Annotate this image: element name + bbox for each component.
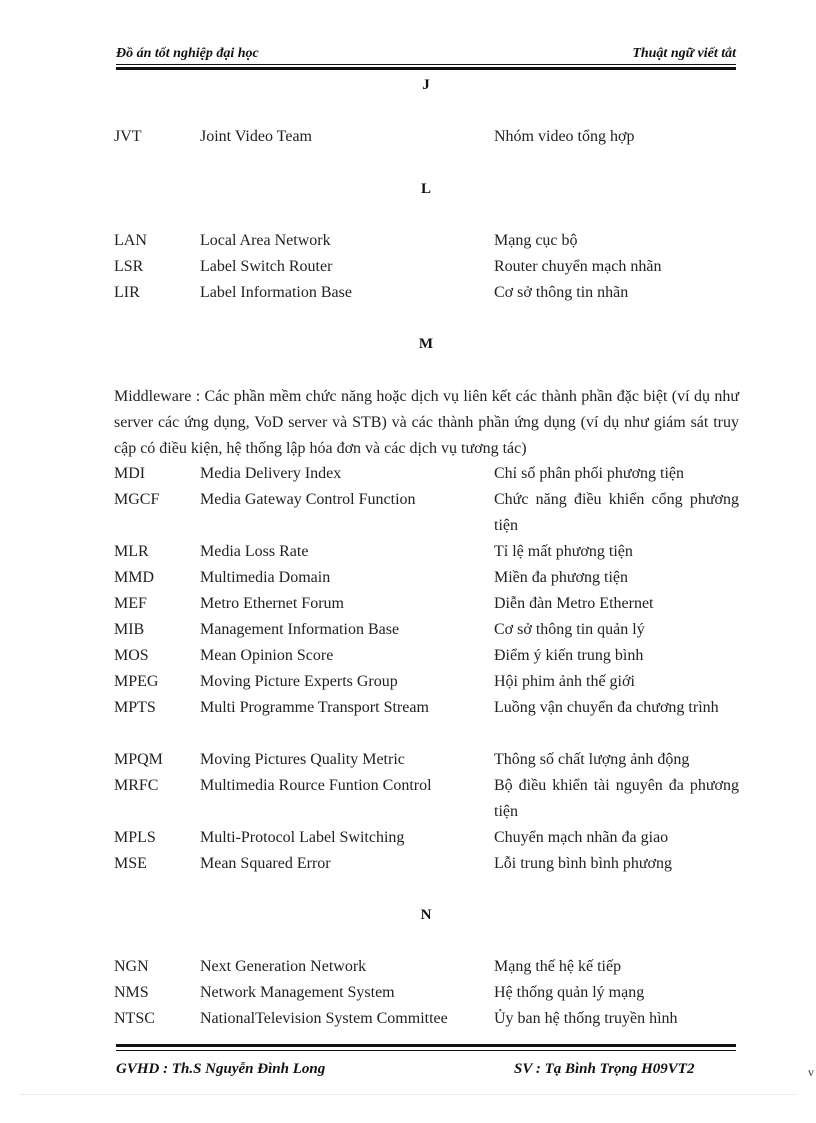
term: Multi Programme Transport Stream (200, 699, 429, 716)
term: NationalTelevision System Committee (200, 1010, 448, 1027)
header-rule-thick (116, 67, 736, 70)
meaning: Tỉ lệ mất phương tiện (494, 543, 633, 560)
abbr: MEF (114, 595, 147, 612)
meaning: Điểm ý kiến trung bình (494, 647, 644, 664)
meaning: Hệ thống quản lý mạng (494, 984, 645, 1001)
meaning: Hội phim ảnh thế giới (494, 673, 635, 690)
term: Network Management System (200, 984, 395, 1001)
term: Local Area Network (200, 232, 331, 249)
page-header (116, 46, 736, 62)
abbr: LSR (114, 258, 144, 275)
header-title: Đồ án tốt nghiệp đại học (116, 46, 259, 61)
meaning: Router chuyển mạch nhãn (494, 258, 662, 275)
abbr: MIB (114, 621, 145, 638)
meaning: Thông số chất lượng ảnh động (494, 751, 690, 768)
meaning: Diễn đàn Metro Ethernet (494, 595, 654, 612)
abbr: MGCF (114, 491, 160, 508)
abbr: MSE (114, 855, 147, 872)
term: Management Information Base (200, 621, 400, 638)
meaning: Luồng vận chuyển đa chương trình (494, 699, 719, 716)
abbr: MPQM (114, 751, 163, 768)
term: Label Information Base (200, 284, 352, 301)
term: Media Delivery Index (200, 465, 342, 482)
section-letter-n: N (420, 907, 432, 923)
abbr: MOS (114, 647, 149, 664)
term: Media Loss Rate (200, 543, 309, 560)
abbr: NGN (114, 958, 149, 975)
term: Joint Video Team (200, 128, 312, 145)
term: Label Switch Router (200, 258, 333, 275)
footer-supervisor: GVHD : Th.S Nguyễn Đình Long (116, 1061, 326, 1077)
page-edge-dotted-line (20, 1094, 796, 1095)
meaning: Miền đa phương tiện (494, 569, 628, 586)
header-section: Thuật ngữ viết tắt (632, 46, 736, 61)
abbr: NTSC (114, 1010, 155, 1027)
abbr: LIR (114, 284, 140, 301)
page-footer (116, 1061, 736, 1079)
footer-student: SV : Tạ Bình Trọng H09VT2 (514, 1061, 695, 1077)
middleware-paragraph: Middleware : Các phần mềm chức năng hoặc dịch vụ liên kết các thành phần đặc biệt (ví dụ như server các ứng dụng, VoD server và STB) và các thành phần ứng dụng (ví dụ như giám sát truy cập có điều kiện, hệ thống lập hóa đơn và các dịch vụ tương tác) (114, 388, 739, 457)
term: Multimedia Rource Funtion Control (200, 777, 432, 794)
meaning: Chức năng điều khiển cổng phương tiện (494, 491, 739, 534)
meaning: Cơ sở thông tin nhãn (494, 284, 629, 301)
abbr: JVT (114, 128, 142, 145)
abbr: MLR (114, 543, 149, 560)
meaning: Lỗi trung bình bình phương (494, 855, 673, 872)
footer-rule-thin (116, 1050, 736, 1051)
abbr: MPEG (114, 673, 159, 690)
abbr: MRFC (114, 777, 159, 794)
abbr: MDI (114, 465, 146, 482)
term: Metro Ethernet Forum (200, 595, 344, 612)
header-rule-thin (116, 64, 736, 65)
term: Multi-Protocol Label Switching (200, 829, 405, 846)
term: Multimedia Domain (200, 569, 331, 586)
term: Moving Picture Experts Group (200, 673, 398, 690)
meaning: Bộ điều khiển tài nguyên đa phương tiện (494, 777, 739, 820)
meaning: Mạng thế hệ kế tiếp (494, 958, 622, 975)
footer-rule-thick (116, 1044, 736, 1047)
term: Next Generation Network (200, 958, 367, 975)
term: Media Gateway Control Function (200, 491, 416, 508)
page-mark: v (808, 1065, 814, 1079)
meaning: Nhóm video tổng hợp (494, 128, 635, 145)
abbr: MPTS (114, 699, 156, 716)
term: Mean Squared Error (200, 855, 331, 872)
abbr: LAN (114, 232, 147, 249)
term: Moving Pictures Quality Metric (200, 751, 405, 768)
abbr: MMD (114, 569, 155, 586)
meaning: Chỉ số phân phối phương tiện (494, 465, 685, 482)
section-letter-j: J (422, 77, 430, 93)
meaning: Mạng cục bộ (494, 232, 578, 249)
meaning: Chuyển mạch nhãn đa giao (494, 829, 669, 846)
meaning: Cơ sở thông tin quản lý (494, 621, 645, 638)
abbr: MPLS (114, 829, 156, 846)
abbr: NMS (114, 984, 149, 1001)
section-letter-m: M (418, 336, 434, 352)
term: Mean Opinion Score (200, 647, 334, 664)
meaning: Ủy ban hệ thống truyền hình (494, 1010, 678, 1027)
section-letter-l: L (420, 181, 431, 197)
